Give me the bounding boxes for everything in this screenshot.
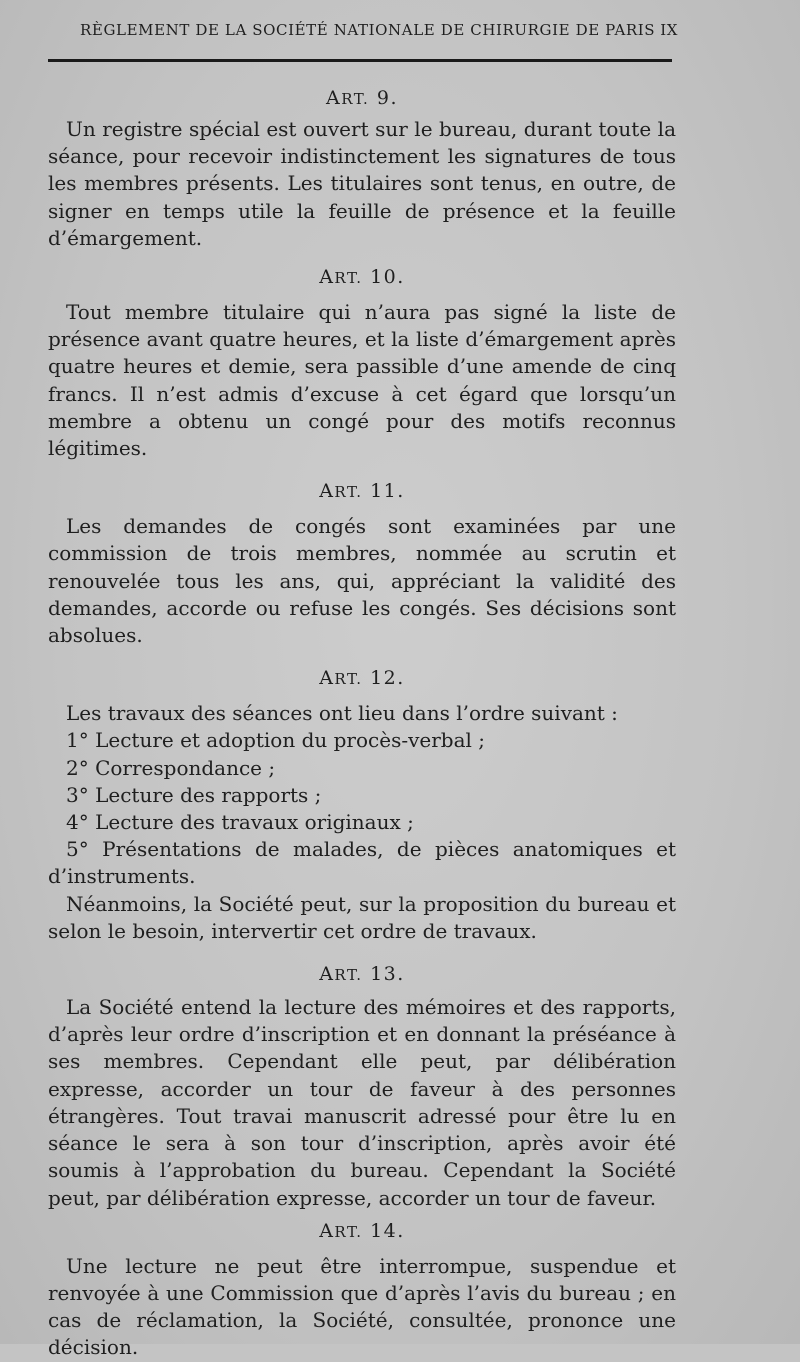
article-heading: ART. 13.: [319, 963, 405, 986]
list-item: 2° Correspondance ;: [66, 755, 276, 780]
article-paragraph: Un registre spécial est ouvert sur le bureau, durant toute la séance, pour recevoir indistinctement les signatures de tous les membres présents. Les titulaires sont tenus, en outre, de signer en temps utile la feuille de présence et la feuille d’émargement.: [48, 117, 676, 250]
article-paragraph: Néanmoins, la Société peut, sur la proposition du bureau et selon le besoin, intervertir cet ordre de travaux.: [48, 891, 676, 943]
article-heading: ART. 14.: [319, 1219, 405, 1242]
article-intro: Les travaux des séances ont lieu dans l’ordre suivant :: [66, 701, 618, 726]
article-heading: ART. 11.: [319, 480, 405, 503]
article-heading: ART. 10.: [319, 266, 405, 289]
list-item: 1° Lecture et adoption du procès-verbal ;: [66, 728, 486, 753]
page-body: [48, 83, 676, 1362]
article-heading: ART. 9.: [325, 87, 399, 109]
list-item: 5° Présentations de malades, de pièces anatomiques et d’instruments.: [48, 837, 676, 889]
header-rule: [48, 59, 672, 62]
article-heading: ART. 12.: [319, 667, 405, 690]
article-paragraph: Une lecture ne peut être interrompue, suspendue et renvoyée à une Commission que d’après l’avis du bureau ; en cas de réclamation, la Société, consultée, prononce une décision.: [48, 1253, 676, 1360]
running-title: RÈGLEMENT DE LA SOCIÉTÉ NATIONALE DE CHIRURGIE DE PARIS: [80, 21, 656, 39]
page-number: IX: [660, 21, 678, 39]
list-item: 3° Lecture des rapports ;: [66, 782, 322, 807]
running-header: [80, 21, 678, 39]
article-paragraph: La Société entend la lecture des mémoires et des rapports, d’après leur ordre d’inscription et en donnant la préséance à ses membres. Cependant elle peut, par délibération expresse, accorder un tour de faveur à des personnes étrangères. Tout travai manuscrit adressé pour être lu en séance le sera à son tour d’inscription, après avoir été soumis à l’approbation du bureau. Cependant la Société peut, par délibération expresse, accorder un tour de faveur.: [48, 995, 676, 1210]
article-paragraph: Tout membre titulaire qui n’aura pas signé la liste de présence avant quatre heures, et la liste d’émargement après quatre heures et demie, sera passible d’une amende de cinq francs. Il n’est admis d’excuse à cet égard que lorsqu’un membre a obtenu un congé pour des motifs reconnus légitimes.: [48, 300, 676, 461]
article-paragraph: Les demandes de congés sont examinées par une commission de trois membres, nommée au scrutin et renouvelée tous les ans, qui, appréciant la validité des demandes, accorde ou refuse les congés. Ses décisions sont absolues.: [48, 514, 676, 648]
list-item: 4° Lecture des travaux originaux ;: [66, 810, 414, 835]
